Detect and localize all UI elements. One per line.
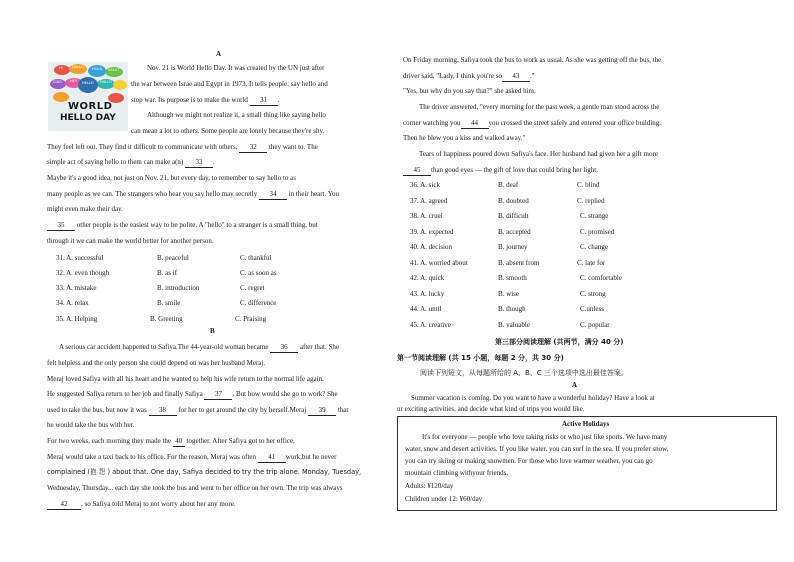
blank-39[interactable]: 39: [308, 406, 336, 416]
bubble-label: HOLA: [92, 67, 103, 71]
box-title: Active Holidays: [562, 420, 610, 428]
bubble-label: SALUT: [108, 68, 120, 72]
bubble-label: HEY: [70, 79, 78, 83]
para-b-cont-line: corner watching you 44 you crossed the street safely and entered your office building.: [403, 119, 662, 127]
option-34-a[interactable]: 34. A. relax: [56, 299, 89, 307]
para-b-cont-line: The driver answered, "every morning for the past week, a gentle man stood across the: [419, 103, 660, 111]
option-41-a[interactable]: 41. A. worried about: [410, 259, 468, 267]
box-line: water, snow and desert activities. If you like water, you can surf in the sea. If you prefer snow,: [405, 445, 669, 453]
option-39-a[interactable]: 39. A. expected: [410, 228, 454, 236]
blank-40[interactable]: 40: [173, 437, 185, 447]
blank-37[interactable]: 37: [204, 390, 232, 400]
option-38-b[interactable]: B. difficult: [498, 212, 529, 220]
para-b-line: Meraj loved Safiya with all his heart and he wanted to help his wife return to the normal life again.: [47, 375, 324, 383]
bubble-label: HELLO: [72, 65, 84, 69]
logo-world-text: WORLD: [68, 101, 113, 112]
para-b-line: felt helpless and the only person she could depend on was her husband Meraj.: [47, 359, 266, 367]
para-b-line: used to take the bus, but now it was 38 for her to get around the city by herself.Meraj 39 that: [47, 406, 349, 414]
para-b-cont-line: On Friday morning, Safiya took the bus to work as usual. As she was getting off the bus, the: [403, 56, 662, 64]
option-33-c[interactable]: C. regret: [240, 284, 265, 292]
option-37-a[interactable]: 37. A. agreed: [410, 197, 448, 205]
option-39-c[interactable]: C. promised: [580, 228, 615, 236]
option-35-a[interactable]: 35. A. Helping: [56, 315, 98, 323]
blank-31[interactable]: 31: [250, 96, 278, 106]
section-b-letter: B: [210, 327, 215, 335]
option-44-c[interactable]: C.unless: [580, 305, 604, 313]
option-44-a[interactable]: 44. A. until: [410, 305, 442, 313]
option-40-a[interactable]: 40. A. decision: [410, 243, 452, 251]
active-holidays-box: [397, 416, 777, 511]
para-a-line: Nov. 21 is World Hello Day. It was created by the UN just after: [147, 64, 325, 72]
para-a-line: simple act of saying hello to them can make a(n) 33 .: [47, 158, 215, 166]
option-36-b[interactable]: B. deaf: [498, 181, 519, 189]
blank-44[interactable]: 44: [461, 119, 489, 129]
para-a-line: Maybe it's a good idea, not just on Nov. 21, but every day, to remember to say hello to as: [47, 174, 296, 182]
option-41-b[interactable]: B. absent from: [498, 259, 540, 267]
option-42-b[interactable]: B. smooth: [498, 274, 527, 282]
option-44-b[interactable]: B. though: [498, 305, 526, 313]
para-a-line: They feel left out. They find it difficult to communicate with others, 32 they want to. The: [47, 143, 318, 151]
option-31-a[interactable]: 31. A. successful: [56, 254, 104, 262]
para-a-line: through it we can make the world better for another person.: [47, 237, 214, 245]
option-33-a[interactable]: 33. A. mistake: [56, 284, 97, 292]
option-38-a[interactable]: 38. A. cruel: [410, 212, 443, 220]
option-38-c[interactable]: C. strange: [580, 212, 609, 220]
price-adults: Adults: ¥120/day: [405, 482, 454, 490]
para-a-line: many people as we can. The strangers who hear you say hello may secretly 34 in their heart. You: [47, 190, 340, 198]
reading-a-letter: A: [572, 381, 578, 389]
para-b-line: For two weeks, each morning they made the 40 together. After Safiya got to her office,: [47, 437, 295, 445]
option-36-c[interactable]: C. blind: [577, 181, 600, 189]
para-a-line: might even make their day.: [47, 205, 123, 213]
para-a-line: 35 other people is the easiest way to be polite. A "hello" to a stranger is a small thing, but: [47, 221, 318, 231]
option-40-b[interactable]: B. journey: [498, 243, 528, 251]
option-45-c[interactable]: C. popular: [580, 321, 610, 329]
option-43-c[interactable]: C. strong: [580, 290, 606, 298]
para-b-line: he would take the bus with her.: [47, 421, 135, 429]
bubble-label: HALLO: [100, 80, 112, 84]
para-a-line: the war between Israe and Egypt in 1973. It tells people: say hello and: [131, 80, 328, 88]
reading-intro-line: ur exciting activities, and decide what kind of trips you would like.: [397, 405, 585, 413]
option-34-b[interactable]: B. smile: [157, 299, 181, 307]
option-32-a[interactable]: 32. A. even though: [56, 269, 110, 277]
bubble-label: HI: [59, 66, 63, 70]
blank-34[interactable]: 34: [259, 190, 287, 200]
option-32-c[interactable]: C. as soon as: [240, 269, 277, 277]
blank-36[interactable]: 36: [270, 343, 298, 353]
option-37-c[interactable]: C. replied: [577, 197, 605, 205]
option-45-a[interactable]: 45. A. creative: [410, 321, 451, 329]
blank-42[interactable]: 42: [47, 500, 81, 510]
box-line: you can try skiing or making snowmen. For those who love warmer weather, you can go: [405, 457, 653, 465]
box-line: It's for everyone — people who love taking risks or who just like sports. We have many: [422, 433, 668, 441]
option-40-c[interactable]: C. change: [580, 243, 608, 251]
blank-35[interactable]: 35: [47, 221, 75, 231]
blank-43[interactable]: 43: [502, 72, 530, 82]
blank-45[interactable]: 45: [403, 166, 431, 176]
para-b-cont-line: driver said, "Lady, I think you're so 43 .": [403, 72, 535, 80]
para-b-line: He suggested Safiya return to her job and finally Safiya 37 . But how would she go to work? She: [47, 390, 338, 398]
logo-bubble-labels: [48, 62, 128, 98]
blank-32[interactable]: 32: [239, 143, 267, 153]
option-42-a[interactable]: 42. A. quick: [410, 274, 445, 282]
para-b-cont-line: 45 than good eyes — the gift of love that could bring her light.: [403, 166, 598, 176]
bubble-label: CIAO: [53, 80, 62, 84]
para-b-cont-line: Tears of happiness poured down Safiya's face. Her husband had given her a gift more: [419, 150, 658, 158]
logo-hello-day-text: HELLO DAY: [60, 113, 116, 123]
reading-instruction: 阅读下列短文，从每题所给的 A、B、C 三个选项中选出最佳答案。: [420, 369, 628, 377]
option-41-c[interactable]: C. late for: [577, 259, 606, 267]
option-34-c[interactable]: C. difference: [240, 299, 277, 307]
para-a-line: can mean a lot to others. Some people are lonely because they're shy.: [131, 127, 325, 135]
para-b-line: A serious car accident happened to Safiya.The 44-year-old woman became 36 after that. She: [59, 343, 339, 351]
blank-33[interactable]: 33: [185, 158, 213, 168]
bubble-label: HELLO: [82, 81, 94, 85]
option-42-c[interactable]: C. comfortable: [580, 274, 622, 282]
blank-38[interactable]: 38: [149, 406, 177, 416]
para-b-cont-line: Then he blew you a kiss and walked away.": [403, 134, 526, 142]
option-32-b[interactable]: B. as if: [157, 269, 178, 277]
para-b-line: Wednesday, Thursday... each day she took the bus and went to her office on her own. The trip was always: [47, 484, 343, 492]
para-b-line: Meraj would take a taxi back to his office. For the reason, Meraj was often 41 work,but he never: [47, 453, 337, 461]
blank-41[interactable]: 41: [258, 453, 286, 463]
option-36-a[interactable]: 36. A. sick: [410, 181, 440, 189]
option-35-b[interactable]: B. Greeting: [150, 315, 183, 323]
para-a-line: Although we might not realize it, a small thing like saying hello: [147, 111, 326, 119]
option-31-c[interactable]: C. thankful: [240, 254, 272, 262]
price-children: Children under 12: ¥60/day: [405, 495, 483, 503]
option-43-b[interactable]: B. wise: [498, 290, 519, 298]
para-b-cont-line: "Yes, but why do you say that?" she asked him.: [403, 87, 536, 95]
option-35-c[interactable]: C. Praising: [235, 315, 267, 323]
option-31-b[interactable]: B. peaceful: [157, 254, 189, 262]
para-a-line: stop war. Its purpose is to make the world 31 .: [131, 96, 280, 104]
para-b-line: complained (抱 怨 ) about that. One day, Safiya decided to try the trip alone. Monday, Tuesday,: [47, 468, 362, 476]
option-45-b[interactable]: B. valuable: [498, 321, 530, 329]
section-one-title: 第一节阅读理解 (共 15 小题，每题 2 分，共 30 分): [397, 354, 564, 362]
part-three-title: 第三部分阅读理解 (共两节，满分 40 分): [495, 338, 624, 346]
option-39-b[interactable]: B. accepted: [498, 228, 531, 236]
option-37-b[interactable]: B. doubted: [498, 197, 529, 205]
box-line: mountain climbing withyour friends.: [405, 469, 509, 477]
option-33-b[interactable]: B. introduction: [157, 284, 200, 292]
option-43-a[interactable]: 43. A. lucky: [410, 290, 445, 298]
reading-intro-line: Summer vacation is coming. Do you want to have a wonderful holiday? Have a look at: [411, 394, 655, 402]
para-b-line: 42 , so Safiya told Meraj to not worry about her any more.: [47, 500, 236, 510]
section-a-letter: A: [216, 50, 222, 58]
